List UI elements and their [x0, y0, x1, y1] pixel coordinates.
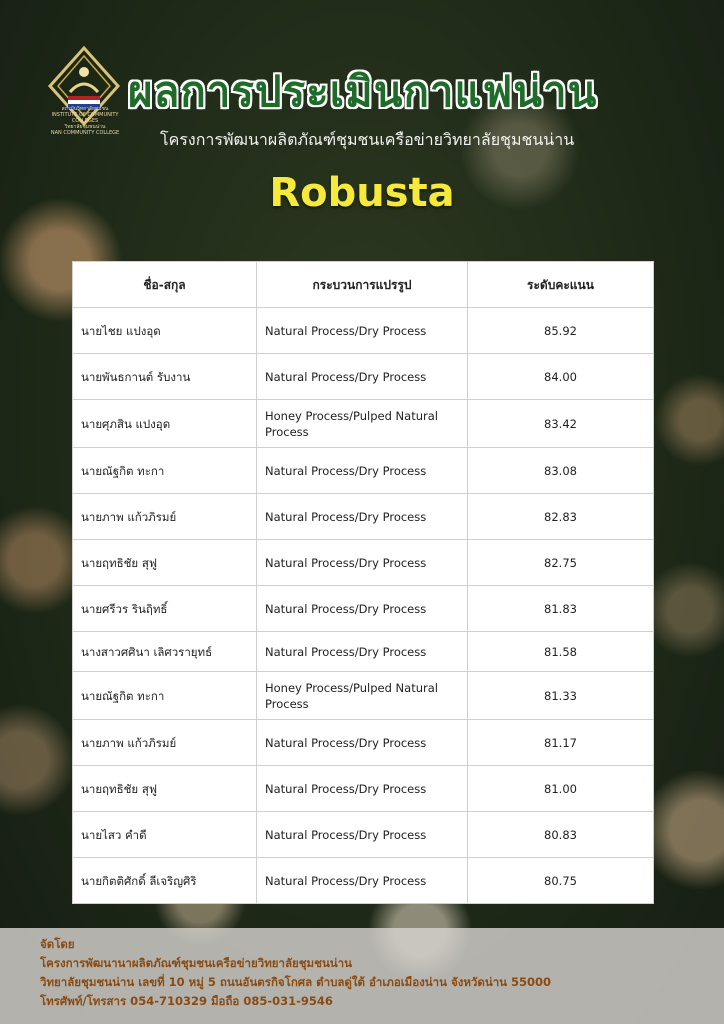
table-row	[73, 720, 654, 766]
table-row	[73, 766, 654, 812]
cell-process: Natural Process/Dry Process	[257, 448, 468, 494]
organizer-address: วิทยาลัยชุมชนน่าน เลขที่ 10 หมู่ 5 ถนนอันตรกิจโกศล ตำบลดู่ใต้ อำเภอเมืองน่าน จังหวัดน่าน 55000	[40, 975, 552, 989]
logo-caption-line: NAN COMMUNITY COLLEGE	[50, 130, 120, 136]
cell-name: นายกิตติศักดิ์ ลีเจริญศิริ	[73, 858, 257, 904]
table-header-row	[73, 262, 654, 308]
cell-process: Natural Process/Dry Process	[257, 540, 468, 586]
cell-score: 83.42	[468, 400, 654, 448]
cell-name: นางสาวศศินา เลิศวรายุทธ์	[73, 632, 257, 672]
table-row	[73, 354, 654, 400]
cell-name: นายฤทธิชัย สุฟู	[73, 766, 257, 812]
table-row	[73, 812, 654, 858]
logo-caption-line: สถาบันวิทยาลัยชุมชน	[61, 106, 109, 112]
table-row	[73, 672, 654, 720]
cell-name: นายไสว คำดี	[73, 812, 257, 858]
cell-score: 80.83	[468, 812, 654, 858]
table-row	[73, 540, 654, 586]
table-row	[73, 494, 654, 540]
cell-name: นายณัฐกิต ทะกา	[73, 448, 257, 494]
cell-score: 81.33	[468, 672, 654, 720]
table-row	[73, 308, 654, 354]
cell-score: 82.75	[468, 540, 654, 586]
cell-name: นายไชย แปงอุด	[73, 308, 257, 354]
page-title: ผลการประเมินกาแฟน่าน	[128, 67, 598, 116]
table-row	[73, 400, 654, 448]
logo-caption	[44, 106, 126, 136]
cell-score: 81.58	[468, 632, 654, 672]
organizer-info	[40, 935, 551, 1011]
cell-process: Natural Process/Dry Process	[257, 632, 468, 672]
table-row	[73, 448, 654, 494]
cell-process: Natural Process/Dry Process	[257, 494, 468, 540]
cell-score: 81.83	[468, 586, 654, 632]
cell-process: Natural Process/Dry Process	[257, 308, 468, 354]
cell-process: Natural Process/Dry Process	[257, 720, 468, 766]
table-row	[73, 632, 654, 672]
column-header-name: ชื่อ-สกุล	[73, 262, 257, 308]
cell-name: นายภาพ แก้วภิรมย์	[73, 494, 257, 540]
cell-process: Natural Process/Dry Process	[257, 586, 468, 632]
table-row	[73, 858, 654, 904]
cell-name: นายพันธกานต์ รับงาน	[73, 354, 257, 400]
table-row	[73, 586, 654, 632]
cell-score: 84.00	[468, 354, 654, 400]
coffee-variety-heading: Robusta	[269, 170, 455, 216]
column-header-score: ระดับคะแนน	[468, 262, 654, 308]
cell-name: นายณัฐกิต ทะกา	[73, 672, 257, 720]
cell-name: นายฤทธิชัย สุฟู	[73, 540, 257, 586]
footer-panel	[0, 928, 724, 1024]
cell-process: Natural Process/Dry Process	[257, 858, 468, 904]
cell-score: 82.83	[468, 494, 654, 540]
cell-score: 81.17	[468, 720, 654, 766]
logo-caption-line: INSTITUTE OF COMMUNITY COLLEGES	[51, 112, 119, 124]
cell-name: นายศุภสิน แปงอุด	[73, 400, 257, 448]
cell-name: นายภาพ แก้วภิรมย์	[73, 720, 257, 766]
cell-score: 85.92	[468, 308, 654, 354]
logo-caption-line: วิทยาลัยชุมชนน่าน	[64, 124, 106, 130]
cell-process: Honey Process/Pulped Natural Process	[257, 400, 468, 448]
cell-process: Natural Process/Dry Process	[257, 812, 468, 858]
page-subtitle: โครงการพัฒนาผลิตภัณฑ์ชุมชนเครือข่ายวิทยาลัยชุมชนน่าน	[160, 130, 575, 149]
cell-score: 80.75	[468, 858, 654, 904]
cell-score: 83.08	[468, 448, 654, 494]
organizer-project: โครงการพัฒนานาผลิตภัณฑ์ชุมชนเครือข่ายวิทยาลัยชุมชนน่าน	[40, 956, 352, 970]
cell-process: Natural Process/Dry Process	[257, 766, 468, 812]
organizer-phone: โทรศัพท์/โทรสาร 054-710329 มือถือ 085-031-9546	[40, 994, 333, 1008]
organizer-label: จัดโดย	[40, 937, 75, 951]
column-header-process: กระบวนการแปรรูป	[257, 262, 468, 308]
results-table	[72, 261, 654, 904]
cell-process: Natural Process/Dry Process	[257, 354, 468, 400]
cell-process: Honey Process/Pulped Natural Process	[257, 672, 468, 720]
cell-score: 81.00	[468, 766, 654, 812]
cell-name: นายศรีวร รินฤิทธิ์	[73, 586, 257, 632]
